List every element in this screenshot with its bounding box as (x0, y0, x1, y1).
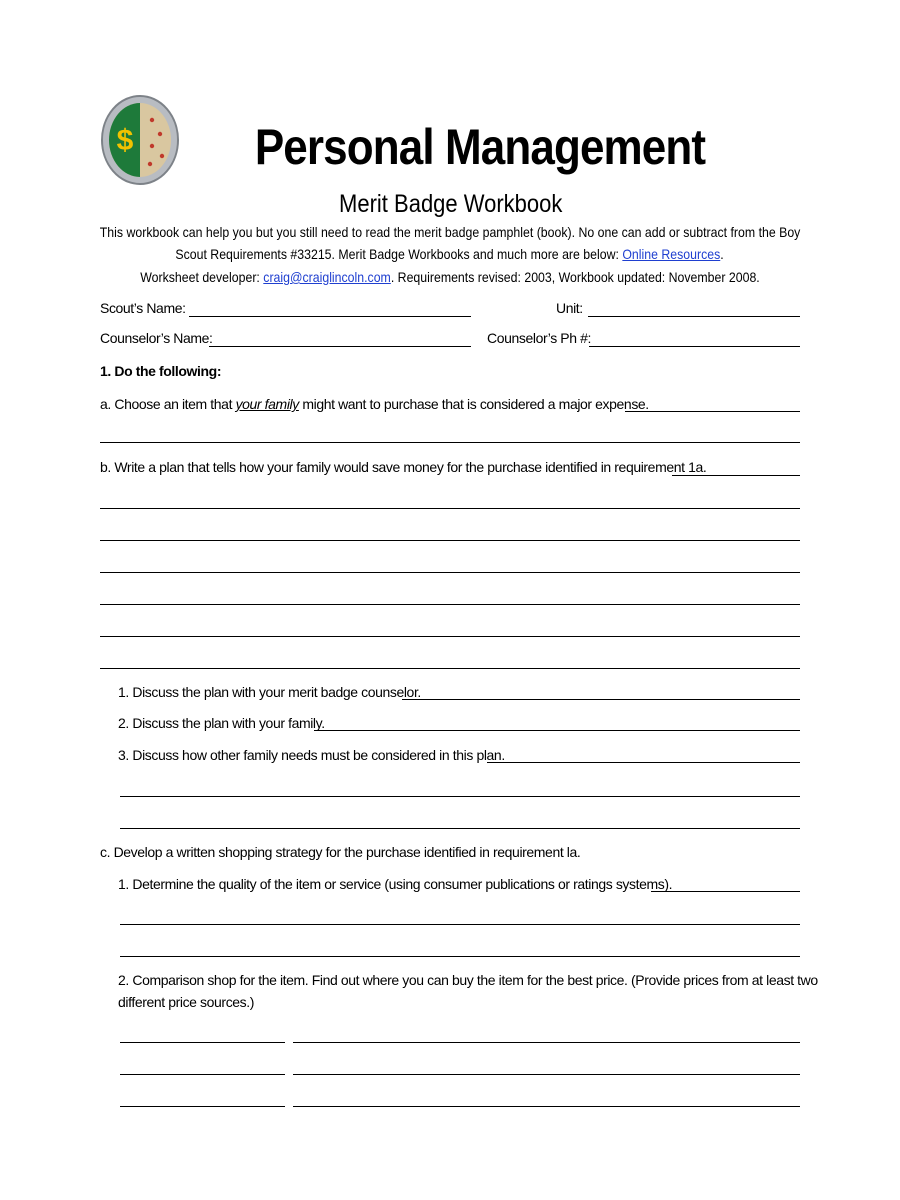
requirement-1c-1: 1. Determine the quality of the item or service (using consumer publications or ratings systems). (118, 876, 673, 892)
answer-line[interactable] (120, 956, 800, 957)
intro-line-2: Scout Requirements #33215. Merit Badge Workbooks and much more are below: Online Resources. (175, 246, 725, 262)
requirement-1a: a. Choose an item that your family might want to purchase that is considered a major expense. (100, 396, 649, 412)
answer-line[interactable] (100, 508, 800, 509)
requirement-1c: c. Develop a written shopping strategy for the purchase identified in requirement la. (100, 844, 581, 860)
requirement-1b-2: 2. Discuss the plan with your family. (118, 715, 325, 731)
requirement-1c-2-continued: different price sources.) (118, 994, 255, 1010)
answer-line[interactable] (100, 572, 800, 573)
requirement-1-heading: 1. Do the following: (100, 363, 222, 379)
document-title: Personal Management (254, 119, 706, 175)
answer-line[interactable] (314, 730, 800, 731)
price-line[interactable] (293, 1042, 800, 1043)
answer-line[interactable] (487, 762, 800, 763)
requirement-1b-3: 3. Discuss how other family needs must be considered in this plan. (118, 747, 505, 763)
unit-label: Unit: (556, 300, 583, 316)
price-source-line[interactable] (120, 1042, 285, 1043)
answer-line[interactable] (100, 604, 800, 605)
answer-line[interactable] (672, 475, 800, 476)
counselor-name-field[interactable] (209, 346, 471, 347)
price-source-line[interactable] (120, 1074, 285, 1075)
scout-name-field[interactable] (189, 316, 471, 317)
counselor-phone-field[interactable] (589, 346, 800, 347)
answer-line[interactable] (120, 924, 800, 925)
scout-name-label: Scout’s Name: (100, 300, 186, 316)
answer-line[interactable] (120, 828, 800, 829)
requirement-1b-1: 1. Discuss the plan with your merit badge counselor. (118, 684, 421, 700)
counselor-name-label: Counselor’s Name: (100, 330, 213, 346)
developer-email-link[interactable]: craig@craiglincoln.com (263, 269, 391, 285)
intro-line-1: This workbook can help you but you still need to read the merit badge pamphlet (book). No one can add or subtract from the Boy (99, 224, 801, 240)
svg-text:$: $ (116, 124, 134, 157)
document-subtitle: Merit Badge Workbook (339, 190, 563, 218)
answer-line[interactable] (100, 442, 800, 443)
answer-line[interactable] (625, 411, 800, 412)
price-line[interactable] (293, 1074, 800, 1075)
online-resources-link[interactable]: Online Resources (622, 246, 721, 262)
requirement-1c-2: 2. Comparison shop for the item. Find out where you can buy the item for the best price. (Provide prices from at least two (118, 972, 818, 988)
unit-field[interactable] (588, 316, 800, 317)
answer-line[interactable] (120, 796, 800, 797)
answer-line[interactable] (100, 636, 800, 637)
developer-line: Worksheet developer: craig@craiglincoln.com. Requirements revised: 2003, Workbook updated: November 2008. (140, 269, 760, 285)
price-source-line[interactable] (120, 1106, 285, 1107)
answer-line[interactable] (402, 699, 800, 700)
answer-line[interactable] (651, 891, 800, 892)
answer-line[interactable] (100, 668, 800, 669)
price-line[interactable] (293, 1106, 800, 1107)
counselor-phone-label: Counselor’s Ph #: (487, 330, 591, 346)
answer-line[interactable] (100, 540, 800, 541)
requirement-1b: b. Write a plan that tells how your family would save money for the purchase identified in requirement 1a. (100, 459, 707, 475)
